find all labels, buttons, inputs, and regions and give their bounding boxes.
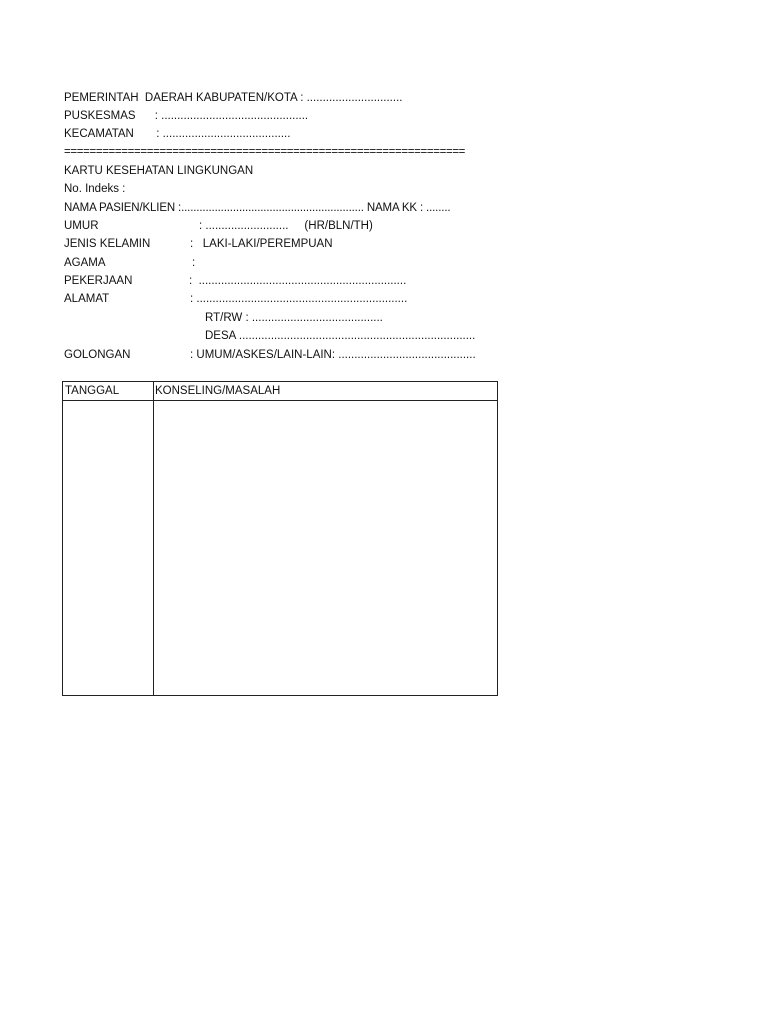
index-label: No. Indeks : xyxy=(64,183,126,195)
agama-label: AGAMA xyxy=(64,257,106,269)
nama-field: NAMA PASIEN/KLIEN :............................................................ NAMA KK : ........ xyxy=(64,202,451,214)
umur-label: UMUR xyxy=(64,220,99,232)
alamat-label: ALAMAT xyxy=(64,293,110,305)
jenis-kelamin-value: : LAKI-LAKI/PEREMPUAN xyxy=(190,238,333,250)
header-kecamatan: KECAMATAN : ........................................ xyxy=(64,128,291,140)
table-cell-konseling[interactable] xyxy=(154,401,497,695)
pekerjaan-label: PEKERJAAN xyxy=(64,275,133,287)
desa-field: DESA .......................................................................... xyxy=(205,330,476,342)
umur-value: : .......................... (HR/BLN/TH) xyxy=(199,220,373,232)
pekerjaan-value: : ................................................................. xyxy=(189,275,407,287)
golongan-label: GOLONGAN xyxy=(64,349,131,361)
rtrw-field: RT/RW : ......................................... xyxy=(205,312,383,324)
header-pemerintah: PEMERINTAH DAERAH KABUPATEN/KOTA : .............................. xyxy=(64,92,403,104)
header-separator: =============================================================== xyxy=(64,146,466,158)
header-puskesmas: PUSKESMAS : .............................................. xyxy=(64,110,309,122)
table-cell-tanggal[interactable] xyxy=(63,401,153,695)
card-title: KARTU KESEHATAN LINGKUNGAN xyxy=(64,165,254,177)
column-header-konseling: KONSELING/MASALAH xyxy=(155,385,281,397)
column-header-tanggal: TANGGAL xyxy=(65,385,120,397)
jenis-kelamin-label: JENIS KELAMIN xyxy=(64,238,151,250)
counseling-table xyxy=(62,381,498,696)
agama-value: : xyxy=(192,257,196,269)
alamat-value: : .................................................................. xyxy=(190,293,408,305)
golongan-value: : UMUM/ASKES/LAIN-LAIN: ........................................... xyxy=(190,349,476,361)
